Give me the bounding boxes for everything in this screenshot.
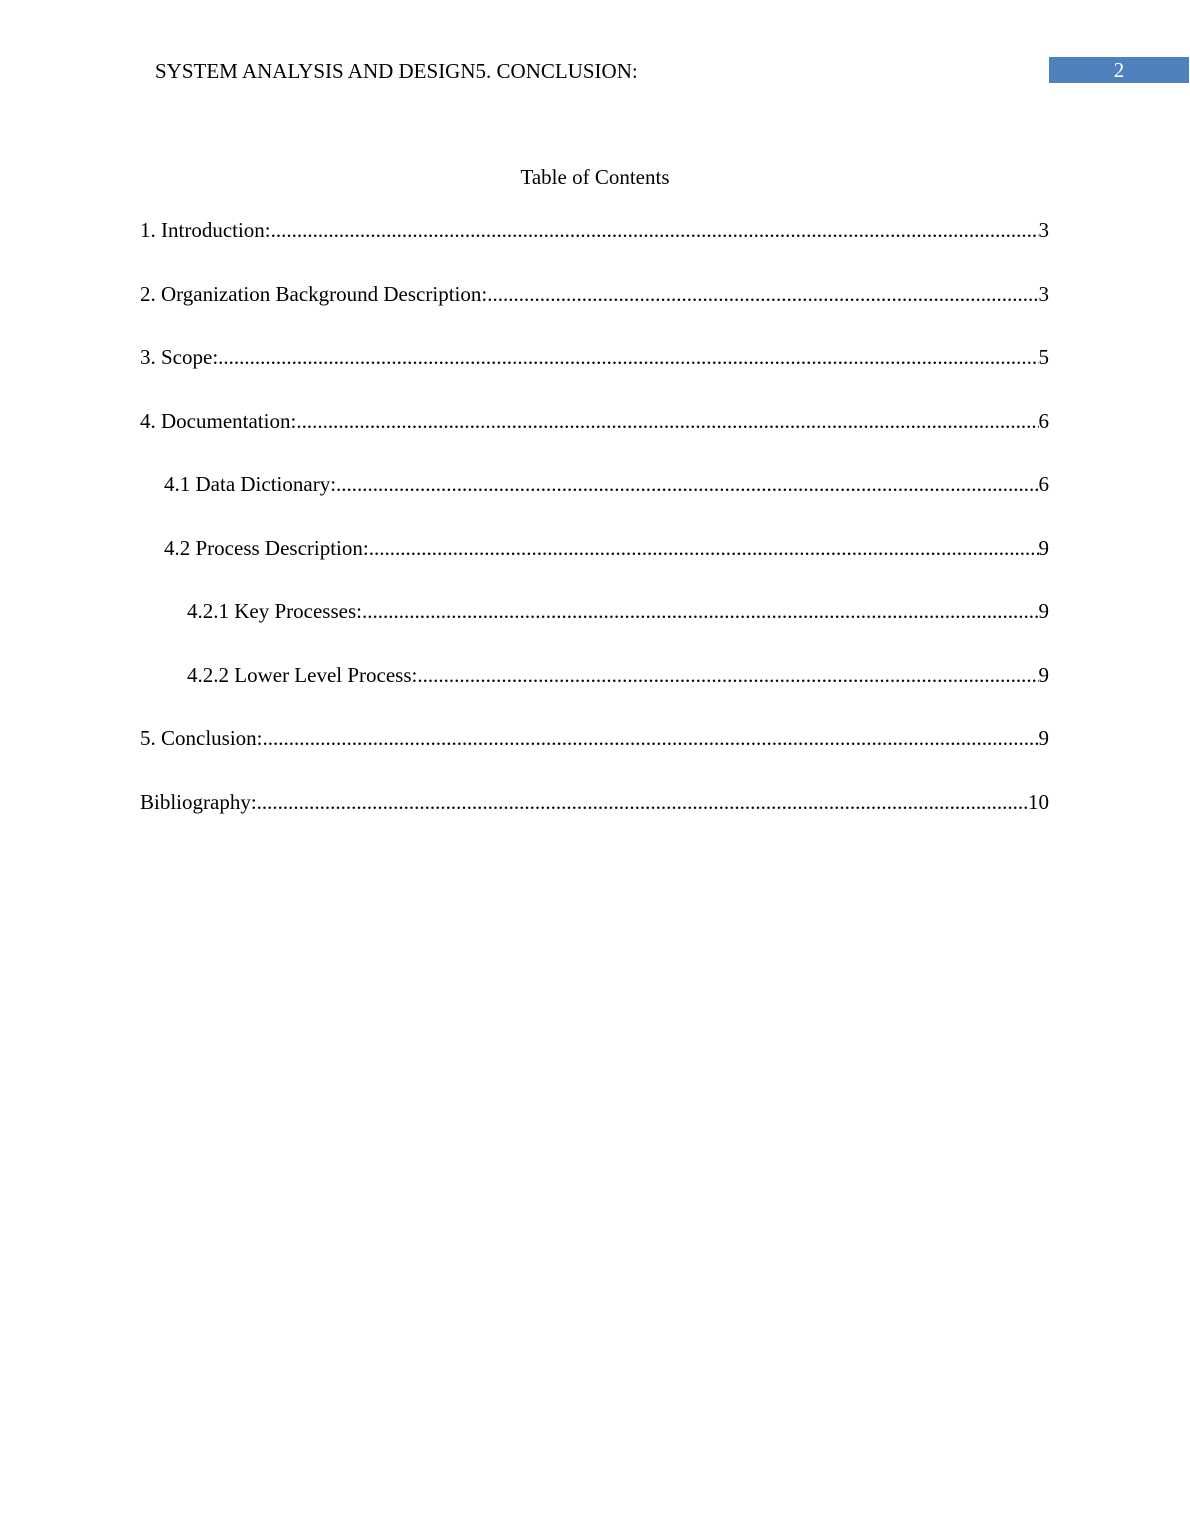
toc-entry-introduction[interactable] — [140, 216, 1049, 244]
toc-entry-organization-background[interactable] — [140, 280, 1049, 308]
toc-dot-leader — [218, 343, 1038, 371]
toc-entry-page: 3 — [1038, 281, 1049, 306]
toc-dot-leader — [257, 788, 1028, 816]
table-of-contents — [140, 216, 1049, 851]
toc-entry-documentation[interactable] — [140, 407, 1049, 435]
toc-entry-label: 2. Organization Background Description: — [140, 281, 488, 306]
page-number-badge: 2 — [1049, 57, 1189, 83]
toc-entry-label: 4.2 Process Description: — [164, 535, 369, 560]
toc-entry-data-dictionary[interactable] — [140, 470, 1049, 498]
toc-entry-label: 4.2.2 Lower Level Process: — [187, 662, 418, 687]
toc-entry-page: 3 — [1038, 218, 1049, 242]
toc-entry-key-processes[interactable] — [140, 597, 1049, 625]
toc-dot-leader — [271, 216, 1039, 244]
toc-entry-label: 5. Conclusion: — [140, 726, 263, 750]
toc-entry-scope[interactable] — [140, 343, 1049, 371]
toc-entry-label: 3. Scope: — [140, 345, 219, 369]
toc-entry-page: 5 — [1038, 345, 1049, 369]
toc-entry-lower-level-process[interactable] — [140, 661, 1049, 689]
toc-dot-leader — [487, 280, 1038, 308]
toc-dot-leader — [336, 470, 1038, 498]
toc-dot-leader — [362, 597, 1039, 625]
toc-dot-leader — [417, 661, 1038, 689]
toc-dot-leader — [263, 724, 1039, 752]
toc-entry-page: 9 — [1038, 662, 1049, 687]
toc-entry-page: 6 — [1038, 408, 1049, 433]
toc-entry-page: 9 — [1038, 599, 1049, 623]
toc-entry-page: 6 — [1038, 472, 1049, 496]
toc-dot-leader — [296, 407, 1038, 435]
toc-entry-page: 9 — [1038, 726, 1049, 750]
toc-entry-process-description[interactable] — [140, 534, 1049, 562]
toc-entry-label: Bibliography: — [140, 789, 257, 814]
toc-entry-label: 4.2.1 Key Processes: — [187, 599, 362, 623]
toc-entry-page: 9 — [1038, 535, 1049, 560]
toc-dot-leader — [369, 534, 1039, 562]
toc-entry-page: 10 — [1028, 789, 1049, 814]
toc-entry-label: 4.1 Data Dictionary: — [164, 472, 337, 496]
toc-title: Table of Contents — [520, 165, 670, 189]
toc-entry-label: 4. Documentation: — [140, 408, 297, 433]
toc-entry-label: 1. Introduction: — [140, 218, 271, 242]
toc-entry-bibliography[interactable] — [140, 788, 1049, 816]
toc-entry-conclusion[interactable] — [140, 724, 1049, 752]
running-header: SYSTEM ANALYSIS AND DESIGN5. CONCLUSION: — [155, 59, 638, 83]
